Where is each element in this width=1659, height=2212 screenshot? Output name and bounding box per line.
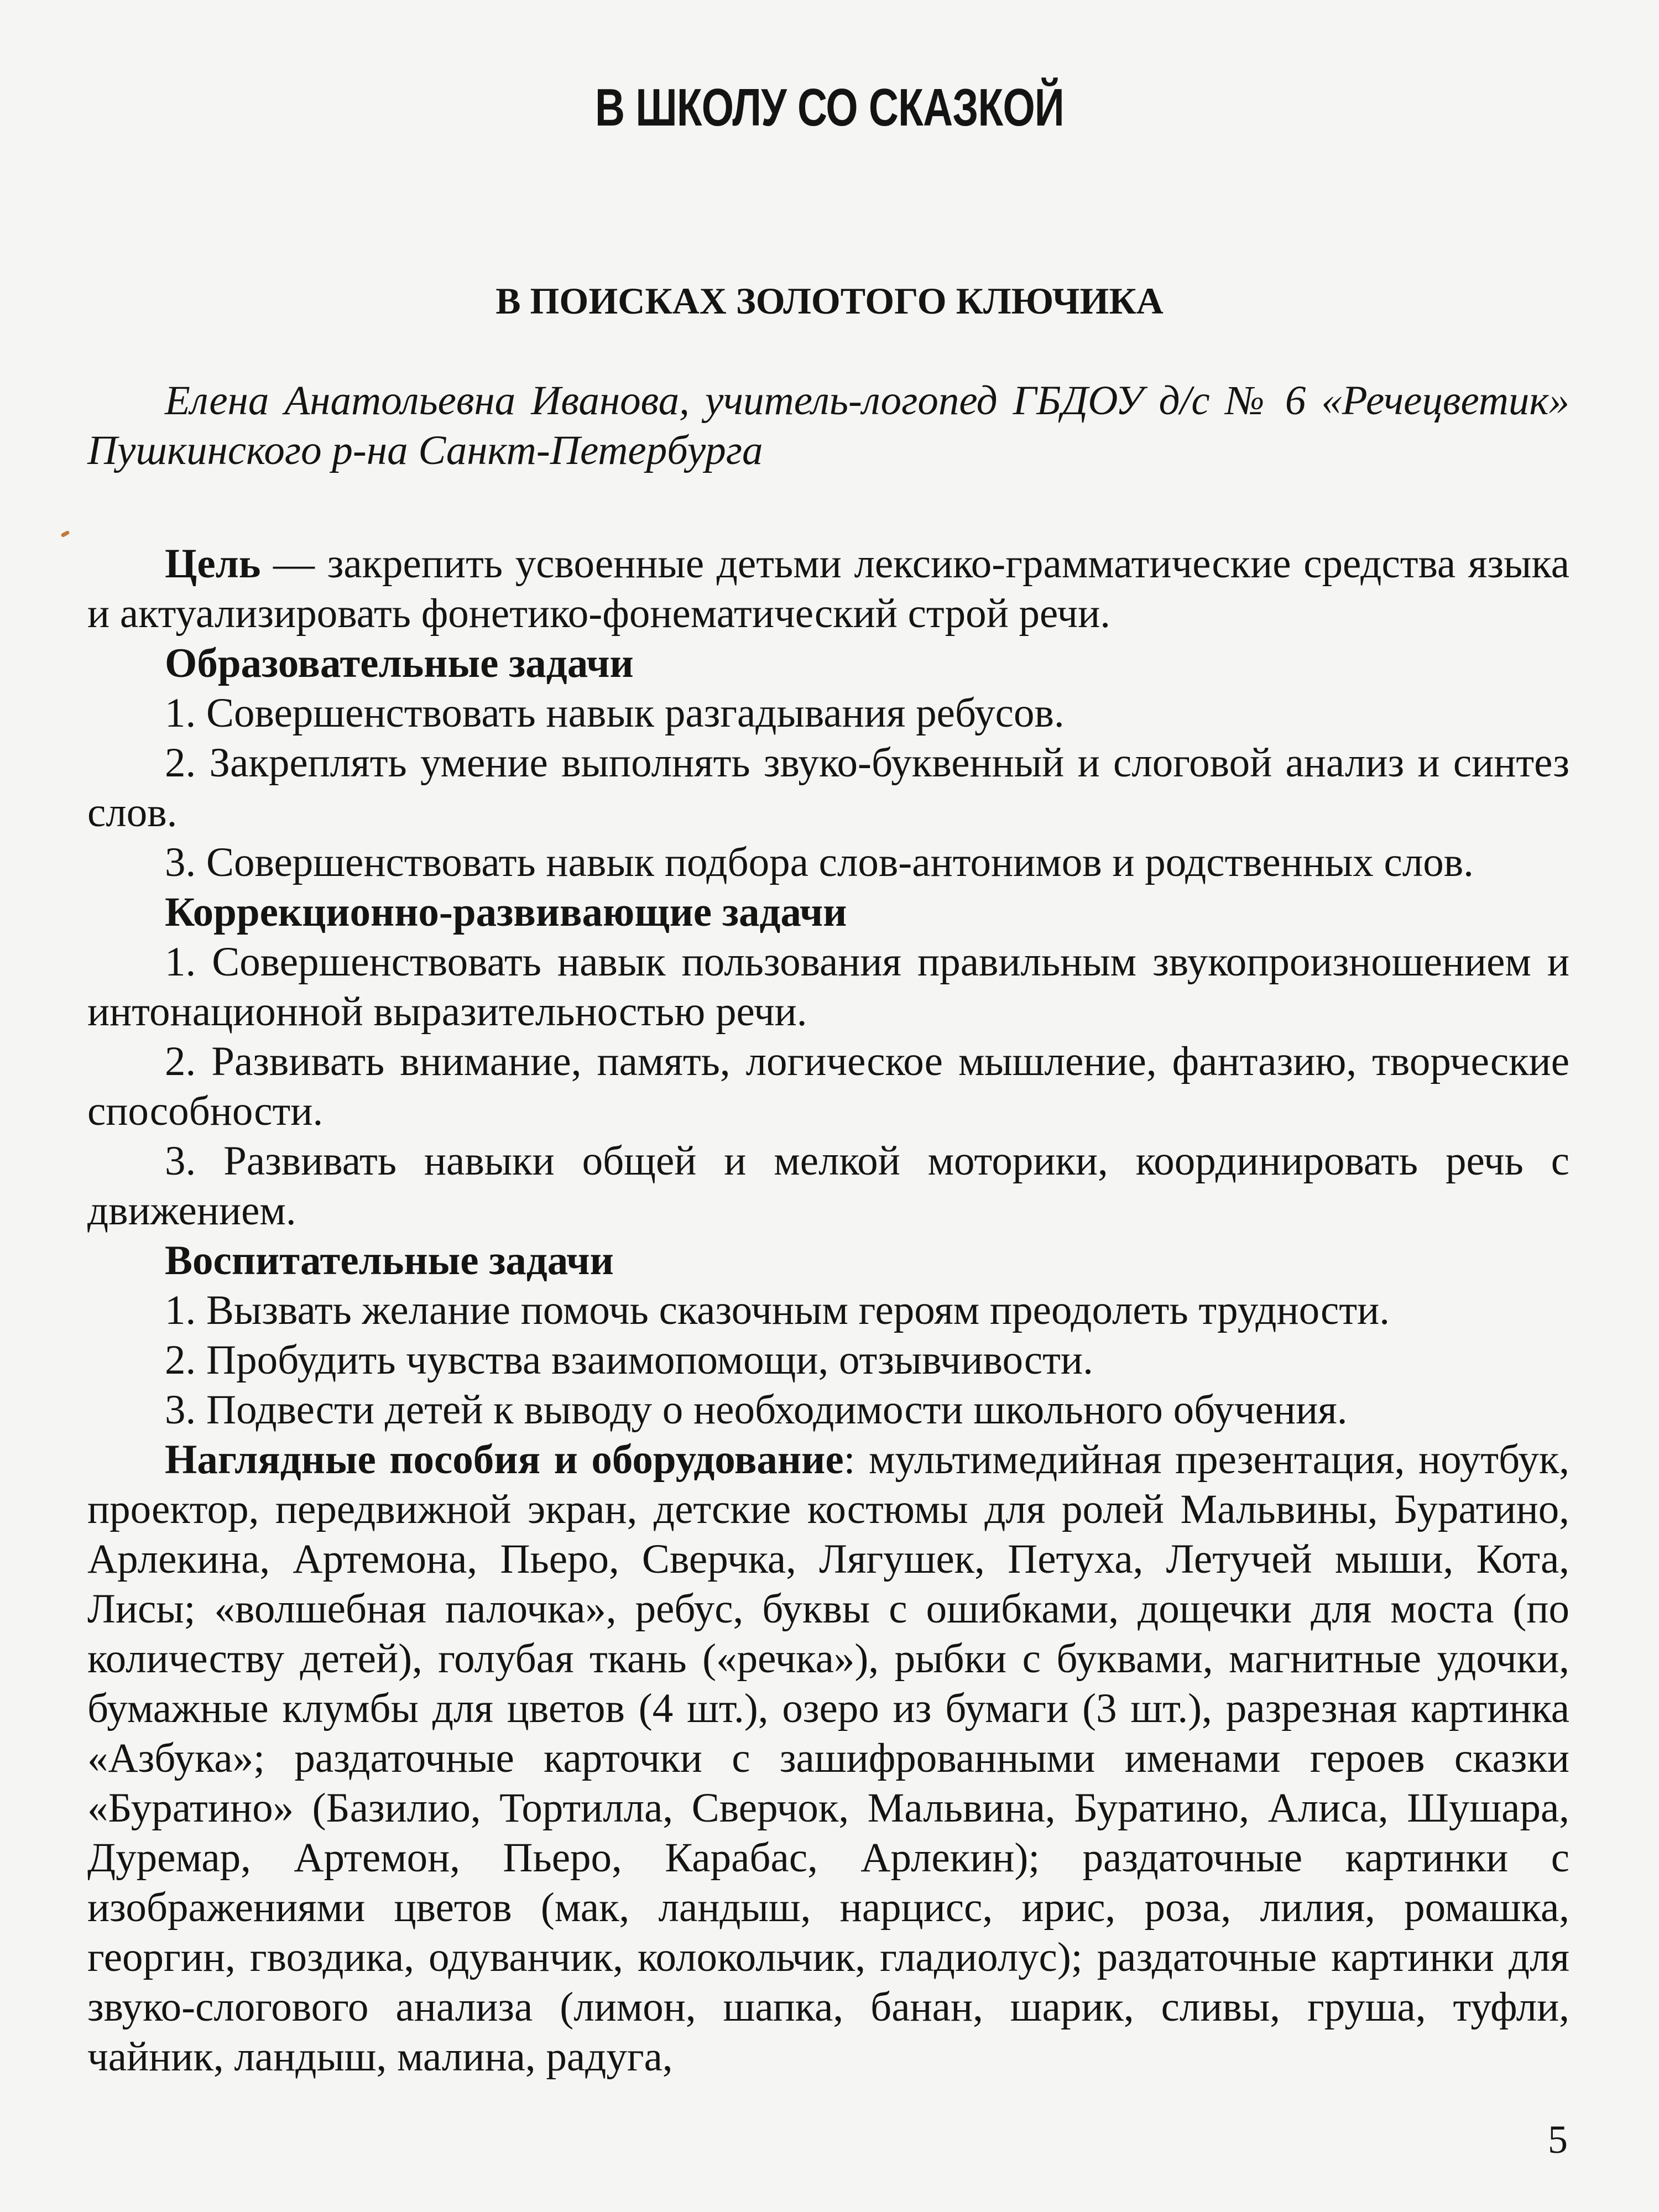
upbringing-tasks-heading: Воспитательные задачи (165, 1238, 614, 1284)
article-title: В ПОИСКАХ ЗОЛОТОГО КЛЮЧИКА (495, 280, 1164, 322)
educational-tasks-heading: Образовательные задачи (165, 640, 634, 686)
equipment-paragraph (87, 1435, 1569, 2082)
correctional-task-item: 3. Развивать навыки общей и мелкой моторики, координировать речь с движением. (87, 1138, 1569, 1234)
page-number: 5 (1548, 2117, 1568, 2162)
upbringing-task-item: 2. Пробудить чувства взаимопомощи, отзывчивости. (165, 1337, 1093, 1383)
section-title: В ШКОЛУ СО СКАЗКОЙ (595, 78, 1064, 137)
correctional-task-item: 1. Совершенствовать навык пользования правильным звукопроизношением и интонационной выразительностью речи. (87, 939, 1569, 1035)
goal-text: — закрепить усвоенные детьми лексико-грамматические средства языка и актуализировать фонетико-фонематический строй речи. (87, 541, 1569, 637)
upbringing-task-item: 1. Вызвать желание помочь сказочным героям преодолеть трудности. (165, 1287, 1390, 1333)
correctional-tasks-heading: Коррекционно-развивающие задачи (165, 889, 847, 935)
article-body (87, 376, 1569, 2082)
correctional-task-item: 2. Развивать внимание, память, логическое мышление, фантазию, творческие способности. (87, 1039, 1569, 1134)
upbringing-task-item: 3. Подвести детей к выводу о необходимости школьного обучения. (165, 1387, 1348, 1433)
equipment-text: : мультимедийная презентация, ноутбук, проектор, передвижной экран, детские костюмы для ролей Мальвины, Буратино, Арлекина, Артемона, Пьеро, Сверчка, Лягушек, Петуха, Летучей мыши, Кота, Лисы; «волшебная палочка», ребус, буквы с ошибками, дощечки для моста (по количеству детей), голубая ткань («речка»), рыбки с буквами, магнитные удочки, бумажные клумбы для цветов (4 шт.), озеро из бумаги (3 шт.), разрезная картинка «Азбука»; раздаточные карточки с зашифрованными именами героев сказки «Буратино» (Базилио, Тортилла, Сверчок, Мальвина, Буратино, Алиса, Шушара, Дуремар, Артемон, Пьеро, Карабас, Арлекин); раздаточные картинки с изображениями цветов (мак, ландыш, нарцисс, ирис, роза, лилия, ромашка, георгин, гвоздика, одуванчик, колокольчик, гладиолус); раздаточные картинки для звуко-слогового анализа (лимон, шапка, банан, шарик, сливы, груша, туфли, чайник, ландыш, малина, радуга, (87, 1437, 1570, 2080)
equipment-label: Наглядные пособия и оборудование (165, 1437, 844, 1483)
educational-task-item: 1. Совершенствовать навык разгадывания ребусов. (165, 690, 1065, 736)
goal-label: Цель (165, 541, 261, 587)
goal-paragraph (87, 539, 1569, 639)
page-blemish (60, 530, 70, 538)
author-line: Елена Анатольевна Иванова, учитель-логопед ГБДОУ д/с № 6 «Речецветик» Пушкинского р-на Санкт-Петербурга (87, 378, 1569, 473)
educational-task-item: 3. Совершенствовать навык подбора слов-антонимов и родственных слов. (165, 839, 1474, 885)
educational-task-item: 2. Закреплять умение выполнять звуко-буквенный и слоговой анализ и синтез слов. (87, 740, 1569, 836)
